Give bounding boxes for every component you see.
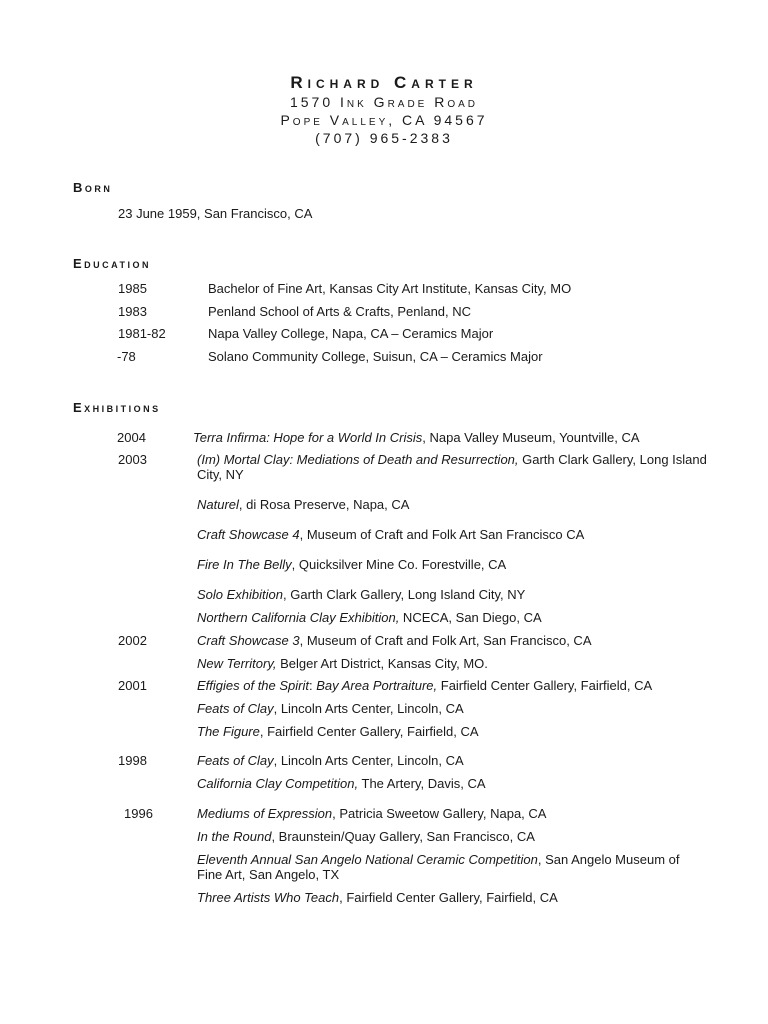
exhibition-year: 2004 [117,430,146,445]
exhibition-entry [197,753,707,768]
exhibition-year: 1998 [118,753,147,768]
education-year: 1985 [118,281,147,296]
exhibition-entry [197,701,707,716]
exhibition-venue: , Garth Clark Gallery, Long Island City, NY [283,587,526,602]
section-title-education: Education [73,256,151,271]
exhibition-year: 2002 [118,633,147,648]
exhibition-title: Craft Showcase 3 [197,633,300,648]
exhibition-title: Mediums of Expression [197,806,333,821]
section-title-born: Born [73,180,113,195]
exhibition-venue: , Museum of Craft and Folk Art San Francisco CA [299,527,585,542]
education-year: 1983 [118,304,147,319]
exhibition-title: Feats of Clay [197,701,274,716]
exhibition-entry [197,656,707,671]
exhibition-title: (Im) Mortal Clay: Mediations of Death and Resurrection, [197,452,519,467]
exhibition-venue: , Braunstein/Quay Gallery, San Francisco, CA [271,829,535,844]
exhibition-venue: Belger Art District, Kansas City, MO. [276,656,488,671]
exhibition-entry [197,829,707,844]
exhibition-entry [197,633,707,648]
education-entry: Solano Community College, Suisun, CA – Ceramics Major [208,349,543,364]
exhibition-entry [197,678,707,693]
exhibition-year: 2001 [118,678,147,693]
applicant-name: Richard Carter [290,73,478,92]
exhibition-title: Eleventh Annual San Angelo National Ceramic Competition [197,852,538,867]
resume-header [0,72,768,147]
exhibition-title: Craft Showcase 4 [197,527,300,542]
exhibition-title: In the Round [197,829,272,844]
exhibition-venue: , Napa Valley Museum, Yountville, CA [422,430,640,445]
exhibition-title: Terra Infirma: Hope for a World In Crisis [193,430,423,445]
exhibition-entry [197,587,707,602]
address-line-1: 1570 Ink Grade Road [289,94,479,110]
exhibition-entry [197,852,707,882]
exhibition-entry [197,527,707,542]
exhibition-venue: Garth Clark Gallery, Long Island City, NY [197,452,707,482]
exhibition-venue: , Fairfield Center Gallery, Fairfield, CA [339,890,558,905]
exhibition-venue: , Lincoln Arts Center, Lincoln, CA [273,753,464,768]
exhibition-venue: , Museum of Craft and Folk Art, San Francisco, CA [299,633,592,648]
exhibition-title: Northern California Clay Exhibition, [197,610,400,625]
exhibition-entry [197,776,707,791]
exhibition-venue: , Lincoln Arts Center, Lincoln, CA [273,701,464,716]
exhibition-year: 2003 [118,452,147,467]
exhibition-title: Three Artists Who Teach [197,890,340,905]
education-entry: Napa Valley College, Napa, CA – Ceramics Major [208,326,494,341]
education-entry: Bachelor of Fine Art, Kansas City Art Institute, Kansas City, MO [208,281,572,296]
education-year: 1981-82 [118,326,166,341]
exhibition-title: Feats of Clay [197,753,274,768]
exhibition-venue: , Fairfield Center Gallery, Fairfield, CA [259,724,479,739]
exhibition-venue: , Patricia Sweetow Gallery, Napa, CA [332,806,547,821]
exhibition-title: Naturel [197,497,239,512]
exhibition-title: Effigies of the Spirit [197,678,309,693]
exhibition-title: New Territory, [197,656,277,671]
exhibition-entry [197,452,707,482]
exhibition-subtitle: Bay Area Portraiture, [316,678,438,693]
exhibition-venue: , San Angelo Museum of Fine Art, San Angelo, TX [197,852,680,882]
address-line-2: Pope Valley, CA 94567 [280,112,488,128]
education-year: -78 [117,349,136,364]
section-title-exhibitions: Exhibitions [73,400,161,415]
exhibition-entry [193,430,713,445]
exhibition-separator: : [309,678,317,693]
exhibition-venue: The Artery, Davis, CA [358,776,486,791]
phone-number: (707) 965-2383 [315,130,453,146]
exhibition-entry [197,890,707,905]
exhibition-entry [197,557,707,572]
exhibition-title: Fire In The Belly [197,557,292,572]
exhibition-venue: NCECA, San Diego, CA [399,610,542,625]
exhibition-venue: , Quicksilver Mine Co. Forestville, CA [291,557,507,572]
exhibition-entry [197,724,707,739]
exhibition-title: The Figure [197,724,260,739]
exhibition-entry [197,806,707,821]
exhibition-year: 1996 [124,806,153,821]
exhibition-title: Solo Exhibition [197,587,283,602]
exhibition-venue: Fairfield Center Gallery, Fairfield, CA [437,678,653,693]
exhibition-entry [197,610,707,625]
exhibition-title: California Clay Competition, [197,776,359,791]
born-text: 23 June 1959, San Francisco, CA [118,206,313,221]
exhibition-venue: , di Rosa Preserve, Napa, CA [238,497,410,512]
education-entry: Penland School of Arts & Crafts, Penland, NC [208,304,472,319]
exhibition-entry [197,497,707,512]
